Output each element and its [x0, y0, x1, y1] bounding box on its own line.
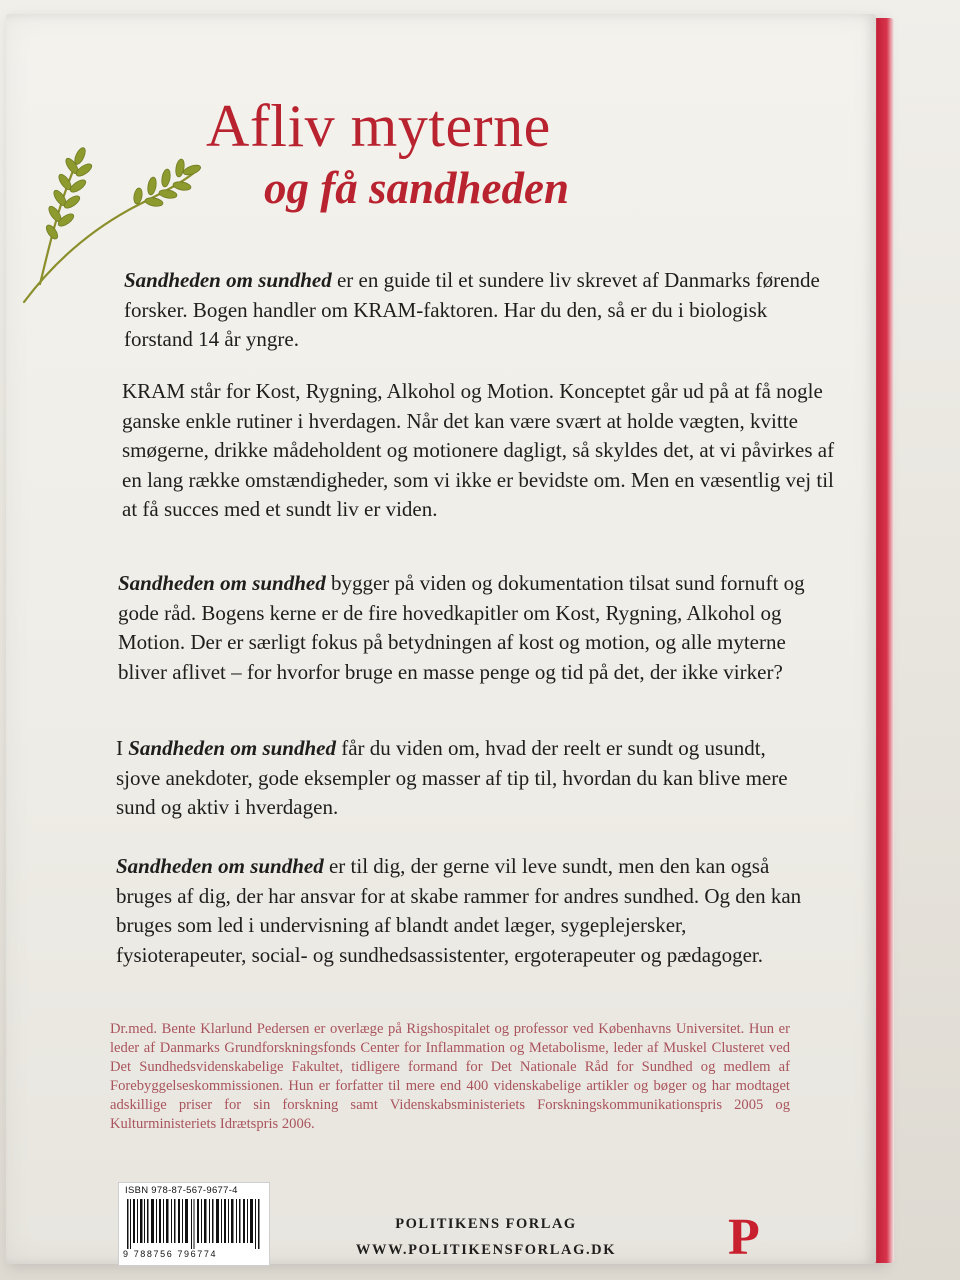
publisher-name: POLITIKENS FORLAG	[395, 1216, 577, 1232]
cover-subheadline: og få sandheden	[264, 163, 570, 213]
publisher-website: WWW.POLITIKENSFORLAG.DK	[355, 1242, 617, 1258]
paragraph-text: er til dig, der gerne vil leve sundt, men den kan også bruges af dig, der har ansvar for at skabe rammer for andres sundhed. Og den kan bruges som led i undervisning af blandt andet læger, sygeplejersker, fysioterapeuter, social- og sundhedsassistenter, ergoterapeuter og pædagoger.	[116, 854, 802, 967]
barcode-digits: 9 788756 796774	[123, 1249, 218, 1259]
blurb-paragraph-3	[118, 569, 833, 687]
blurb-paragraph-5	[116, 852, 816, 970]
blurb-paragraph-1	[124, 266, 824, 355]
paragraph-text: får du viden om, hvad der reelt er sundt og usundt, sjove anekdoter, gode eksempler og masser af tip til, hvordan du kan blive mere sund og aktiv i hverdagen.	[116, 736, 788, 819]
barcode-bars-icon	[125, 1199, 263, 1249]
book-title-inline: Sandheden om sundhed	[116, 854, 324, 878]
blurb-paragraph-4	[116, 734, 806, 823]
isbn-label: ISBN 978-87-567-9677-4	[125, 1185, 238, 1196]
publisher-logo: P	[728, 1209, 760, 1266]
book-title-inline: Sandheden om sundhed	[124, 268, 332, 292]
cover-headline: Afliv myterne	[206, 93, 551, 159]
book-back-cover	[6, 14, 876, 1264]
book-title-inline: Sandheden om sundhed	[128, 736, 336, 760]
paragraph-text: bygger på viden og dokumentation tilsat sund fornuft og gode råd. Bogens kerne er de fire hovedkapitler om Kost, Rygning, Alkohol og Motion. Der er særligt fokus på betydningen af kost og motion, og alle myterne bliver aflivet – for hvorfor bruge en masse penge og tid på det, der ikke virker?	[118, 571, 805, 684]
blurb-paragraph-2: KRAM står for Kost, Rygning, Alkohol og Motion. Konceptet går ud på at få nogle ganske enkle rutiner i hverdagen. Når det kan være svært at holde vægten, kvitte smøgerne, drikke mådeholdent og motionere dagligt, så skyldes det, at vi påvirkes af en lang række omstændigheder, som vi ikke er bevidste om. Men en væsentlig vej til at få succes med et sundt liv er viden.	[122, 379, 835, 521]
author-bio: Dr.med. Bente Klarlund Pedersen er overlæge på Rigshospitalet og professor ved Københavns Universitet. Hun er leder af Danmarks Grundforskningsfonds Center for Inflammation og Metabolisme, leder af Muskel Clusteret ved Det Sundhedsvidenskabelige Fakultet, tidligere formand for Det Nationale Råd for Sundhed og medlem af Forebyggelseskommissionen. Hun er forfatter til mere end 400 videnskabelige artikler og bøger og har modtaget adskillige priser for sin forskning samt Videnskabsministeriets Forskningskommunikationspris 2005 og Kulturministeriets Idrætspris 2006.	[110, 1021, 790, 1132]
isbn-barcode	[118, 1182, 270, 1266]
paragraph-prefix: I	[116, 736, 129, 760]
book-title-inline: Sandheden om sundhed	[118, 571, 326, 595]
paragraph-text: er en guide til et sundere liv skrevet af Danmarks førende forsker. Bogen handler om KRAM-faktoren. Har du den, så er du i biologisk forstand 14 år yngre.	[124, 268, 820, 351]
